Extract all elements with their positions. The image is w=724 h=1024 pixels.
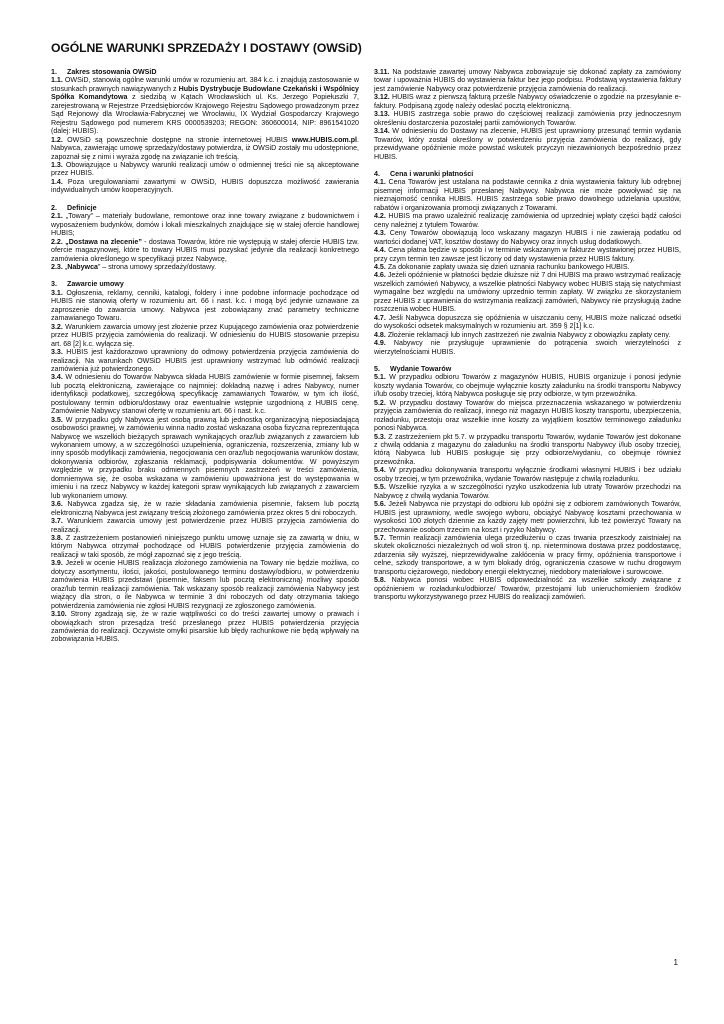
clause-paragraph	[51, 76, 359, 135]
clause-number: 2.2.	[51, 237, 63, 246]
clause-number: 5.1.	[374, 373, 386, 382]
section-number: 3.	[51, 280, 57, 289]
clause-number: 3.8.	[51, 534, 63, 543]
section-heading	[51, 68, 359, 76]
clause-number: 2.1.	[51, 212, 63, 221]
clause-paragraph	[374, 534, 681, 576]
section-heading	[51, 204, 359, 212]
clause-number: 3.13.	[374, 110, 390, 119]
clause-number: 4.8.	[374, 330, 386, 339]
right-column	[374, 68, 681, 602]
clause-text: Z zastrzeżeniem postanowień niniejszego punktu umowę uznaje się za zawartą w dniu, w którym Nabywca otrzymał pochodzące od HUBIS potwierdzenie przyjęcia zamówienia do realizacji w taki sposób, że mógł zapoznać się z jego treścią.	[51, 534, 359, 559]
clause-number: 4.2.	[374, 212, 386, 221]
clause-paragraph	[51, 416, 359, 501]
clause-text: Ceny Towarów obowiązują loco wskazany magazyn HUBIS i nie zawierają podatku od wartości dodanej VAT, kosztów dostawy do Nabywcy oraz innych usług dodatkowych.	[374, 229, 681, 246]
clause-paragraph	[51, 178, 359, 195]
clause-text: W przypadku dostawy Towarów do miejsca przeznaczenia wskazanego w potwierdzeniu przyjęcia zamówienia do realizacji, innego niż magazyn HUBIS koszty transportu, ubezpieczenia, rozładunku, przestoju oraz wszelkie inne koszty za wyjątkiem kosztów terminowego załadunku ponosi Nabywca.	[374, 398, 681, 433]
clause-number: 1.2.	[51, 135, 63, 144]
clause-paragraph	[374, 373, 681, 398]
clause-text: HUBIS ma prawo uzależnić realizację zamówienia od uprzedniej wpłaty części bądź całości ceny należnej z tytułem Towarów.	[374, 212, 681, 229]
clause-number: 4.1.	[374, 178, 386, 187]
section-title: Wydanie Towarów	[390, 364, 452, 373]
clause-paragraph	[51, 534, 359, 559]
clause-text: W przypadku odbioru Towarów z magazynów HUBIS, HUBIS organizuje i ponosi jedynie koszty wydania Towarów, co obejmuje wyłącznie koszty załadunku na środki transportu Nabywcy i/lub osoby trzeciej, którą Nabywca posługuje się przy odbiorze, w tym przewoźnika.	[374, 373, 681, 399]
page-number: 1	[673, 958, 678, 967]
clause-paragraph	[374, 271, 681, 313]
clause-text: Strony zgadzają się, że w razie wątpliwości co do treści zawartej umowy o prawach i obowiązkach stron przesądza treść przesłanego przez HUBIS potwierdzenia przyjęcia zamówienia do realizacji. Oczywiste omyłki pisarskie lub błędy rachunkowe nie będą wpływały na zobowiązania HUBIS.	[51, 610, 359, 644]
clause-number: 3.7.	[51, 517, 63, 526]
clause-number: 5.8.	[374, 576, 386, 585]
clause-text: Za dokonanie zapłaty uważa się dzień uznania rachunku bankowego HUBIS.	[387, 262, 630, 271]
clause-paragraph	[51, 212, 359, 237]
clause-number: 2.3.	[51, 262, 63, 271]
section-heading	[374, 365, 681, 373]
clause-number: 4.5.	[374, 262, 386, 271]
clause-paragraph	[374, 127, 681, 161]
clause-paragraph	[51, 323, 359, 348]
clause-text: Warunkiem zawarcia umowy jest potwierdzenie przez HUBIS przyjęcia zamówienia do realizacji.	[51, 517, 359, 534]
clause-text: W przypadku gdy Nabywca jest osobą prawną lub jednostką organizacyjną nieposiadającą osobowości prawnej, w zamówieniu winna nadto zostać wskazana osoba fizyczna reprezentująca Nabywcę we wszelkich bieżących sprawach wynikających oraz/lub związanych z zawarciem lub wykonaniem umowy, a w szczególności uzupełnienia, ograniczenia, rozszerzenia, zmiany lub w inny sposób modyfikacji zamówienia, negocjowania cen oraz/lub negocjowania warunków dostaw, dokonywania odbiorów, zgłaszania reklamacji, podpisywania dokumentów. W powyższym względzie w przypadku braku odmiennych pisemnych zastrzeżeń w treści zamówienia, domniemywa się, że osoba wskazana w zamówieniu upoważniona jest do występowania w imieniu i na rzecz Nabywcy w każdej kategorii spraw wynikających lub związanych z zawarciem lub wykonaniem umowy.	[51, 415, 359, 500]
clause-paragraph	[374, 331, 681, 339]
clause-paragraph	[374, 212, 681, 229]
section-title: Zakres stosowania OWSiD	[67, 68, 157, 76]
clause-number: 3.10.	[51, 610, 67, 619]
section-heading	[51, 280, 359, 288]
clause-paragraph	[51, 373, 359, 415]
clause-text: OWSiD są powszechnie dostępne na stronie internetowej HUBIS	[67, 135, 292, 144]
clause-text: Wszelkie ryzyka a w szczególności ryzyko uszkodzenia lub utraty Towarów przechodzi na Nabywcę z chwilą wydania Towarów.	[374, 483, 681, 500]
clause-text: „Towary” – materiały budowlane, remontowe oraz inne towary związane z budownictwem i wyposażeniem budynków, domów i lokali mieszkalnych znajdujące się w stałej ofercie handlowej HUBIS;	[51, 212, 359, 238]
clause-number: 4.6.	[374, 271, 386, 280]
clause-text-continued: ” – strona umowy sprzedaży/dostawy.	[97, 262, 217, 271]
clause-paragraph	[374, 483, 681, 500]
clause-text: HUBIS jest każdorazowo uprawniony do odmowy potwierdzenia przyjęcia zamówienia do realizacji. Na warunkach OWSiD HUBIS jest uprawniony wstrzymać lub odmówić realizacji zamówienia już potwierdzonego.	[51, 348, 359, 373]
clause-text: Jeżeli w ocenie HUBIS realizacja złożonego zamówienia na Towary nie będzie możliwa, co dotyczy asortymentu, ilości, jakości, postulowanego terminu dostawy/odbioru, w potwierdzeniu zamówienia HUBIS przedstawi (pisemnie, faksem lub pocztą elektroniczną) możliwy sposób oraz/lub termin realizacji zamówienia. Tak wskazany sposób realizacji zamówienia Nabywcy jest wiążący dla stron, o ile Nabywca w terminie 3 dni roboczych od daty otrzymania takiego potwierdzenia zamówienia nie zgłosi HUBIS rezygnacji ze zgłoszonego zamówienia.	[51, 559, 359, 610]
clause-text: Jeżeli opóźnienie w płatności będzie dłuższe niż 7 dni HUBIS ma prawo wstrzymać realizację wszelkich zamówień Nabywcy, a wszelkie płatności Nabywcy wobec HUBIS stają się natychmiast wymagalne bez względu na umówiony uprzednio termin zapłaty. W związku ze skorzystaniem przez HUBIS z uprawnienia do wstrzymania realizacji zamówień, Nabywcy nie przysługują żadne roszczenia wobec HUBIS.	[374, 271, 681, 314]
clause-number: 5.3.	[374, 432, 386, 441]
clause-paragraph	[374, 466, 681, 483]
section-number: 4.	[374, 169, 380, 178]
clause-number: 5.6.	[374, 500, 386, 509]
clause-paragraph	[51, 500, 359, 517]
clause-paragraph	[374, 263, 681, 271]
clause-paragraph	[51, 238, 359, 263]
section-number: 5.	[374, 364, 380, 373]
clause-number: 5.5.	[374, 483, 386, 492]
clause-text: Nabywca ponosi wobec HUBIS odpowiedzialność za wszelkie szkody związane z opóźnieniem w rozładunku/odbiorze/ Towarów, przestojami lub unieruchomieniem środków transportu wykorzystywanego przez HUBIS do realizacji zamówień.	[374, 576, 681, 602]
clause-text: Nabywca zgadza się, że w razie składania zamówienia pisemnie, faksem lub pocztą elektroniczną Nabywca jest związany treścią złożonego zamówienia przez okres 5 dni roboczych.	[51, 500, 359, 517]
section-gap	[374, 356, 681, 365]
clause-text-continued: - dostawa Towarów, które nie występują w stałej ofercie HUBIS tzw. ofercie magazynowej, które to towary HUBIS musi pozyskać jedynie dla realizacji konkretnego zamówienia określonego w specyfikacji przez Nabywcę,	[51, 237, 359, 263]
clause-text: HUBIS zastrzega sobie prawo do częściowej realizacji zamówienia przy jednoczesnym określeniu dostarczenia pozostałej partii zamówionych Towarów.	[374, 110, 681, 127]
clause-number: 3.5.	[51, 415, 63, 424]
clause-number: 4.4.	[374, 246, 386, 255]
clause-paragraph	[51, 559, 359, 610]
clause-number: 5.2.	[374, 398, 386, 407]
clause-paragraph	[51, 610, 359, 644]
clause-bold-text: www.HUBIS.com.pl	[291, 135, 358, 144]
clause-text: W przypadku dokonywania transportu wyłącznie środkami własnymi HUBIS i bez udziału osoby trzeciej, w tym przewoźnika, wydanie Towarów następuje z chwilą rozładunku.	[374, 466, 681, 483]
clause-text-continued: . Nabywca, zawierając umowę sprzedaży/dostawy potwierdza, iż OWSiD zostały mu udostępnione, zapoznał się z nimi i wyraża zgodę na związanie ich treścią.	[51, 135, 359, 161]
clause-text: Jeśli Nabywca dopuszcza się opóźnienia w uiszczaniu ceny, HUBIS może naliczać odsetki do wysokości odsetek maksymalnych w rozumieniu art. 359 § 2[1] k.c.	[374, 313, 681, 331]
clause-number: 3.3.	[51, 348, 63, 357]
clause-number: 3.14.	[374, 127, 390, 136]
clause-text: W odniesieniu do Dostawy na zlecenie, HUBIS jest uprawniony przesunąć termin wydania Towarów, który został określony w potwierdzeniu przyjęcia zamówienia do realizacji, gdy przewidywane opóźnienie może powstać wskutek przyczyn niezawinionych bezpośrednio przez HUBIS.	[374, 127, 681, 161]
clause-number: 1.1.	[51, 76, 63, 85]
clause-text: Warunkiem zawarcia umowy jest złożenie przez Kupującego zamówienia oraz potwierdzenie przez HUBIS przyjęcia zamówienia do realizacji. W odniesieniu do HUBIS stosowanie przepisu art. 68 [2] k.c. wyłącza się.	[51, 322, 359, 348]
clause-paragraph	[374, 178, 681, 212]
clause-paragraph	[51, 263, 359, 271]
section-title: Cena i warunki płatności	[390, 169, 474, 178]
section-heading	[374, 170, 681, 178]
clause-number: 1.4.	[51, 177, 63, 186]
clause-text: W odniesieniu do Towarów Nabywca składa HUBIS zamówienie w formie pisemnej, faksem lub pocztą elektroniczną, zawierające co najmniej: dokładną nazwę i adres Nabywcy, numer identyfikacji podatkowej, szczegółową specyfikację zamawianych Towarów, w tym ich ilość, postulowany termin odbioru/dostawy oraz ewentualnie wstępnie uzgodnioną z HUBIS cenę. Zamówienie Nabywcy stanowi ofertę w rozumieniu art. 66 i nast. k.c.	[51, 373, 359, 416]
section-title: Definicje	[67, 203, 97, 212]
clause-paragraph	[374, 399, 681, 433]
clause-paragraph	[374, 229, 681, 246]
clause-paragraph	[374, 339, 681, 356]
clause-number: 5.4.	[374, 466, 386, 475]
clause-number: 4.7.	[374, 313, 386, 322]
clause-paragraph	[374, 246, 681, 263]
clause-text: Ogłoszenia, reklamy, cenniki, katalogi, foldery i inne podobne informacje pochodzące od HUBIS nie stanowią oferty w rozumieniu art. 66 i nast. k.c. i mogą być jedynie uznawane za zaproszenie do zawarcia umowy. Nabywca jest zobowiązany znać parametry techniczne zamawianego Towaru.	[51, 288, 359, 323]
clause-number: 3.11.	[374, 68, 390, 76]
clause-text-continued: z siedzibą w Kątach Wrocławskich ul. Ks. Jerzego Popiełuszki 7, zarejestrowaną w Rejestrze Przedsiębiorców Krajowego Rejestru Sądowego prowadzonym przez Sąd Rejonowy dla Wrocławia-Fabrycznej we Wrocławiu, IX Wydział Gospodarczy Krajowego Rejestru Sądowego pod numerem KRS 0000539203; REGON: 360600014, NIP: 8961541020 (dalej: HUBIS).	[51, 93, 359, 136]
clause-number: 3.6.	[51, 500, 63, 509]
clause-paragraph	[51, 161, 359, 178]
clause-bold-text: Hubis Dystrybucje Budowlane Czekański i Wspólnicy Spółka Komandytowa	[51, 84, 359, 102]
clause-number: 5.7.	[374, 534, 386, 543]
section-number: 2.	[51, 203, 57, 212]
section-gap	[51, 271, 359, 280]
section-title: Zawarcie umowy	[67, 280, 124, 289]
clause-paragraph	[374, 110, 681, 127]
clause-paragraph	[374, 433, 681, 467]
left-column	[51, 68, 359, 644]
clause-number: 3.4.	[51, 373, 63, 382]
clause-paragraph	[374, 576, 681, 601]
clause-text: Jeżeli Nabywca nie przystąpi do odbioru lub opóźni się z odbiorem zamówionych Towarów, HUBIS jest uprawniony, wedle swojego wyboru, obciążyć Nabywcę kosztami przechowania w wysokości 100 złotych dziennie za każdy zajęty metr powierzchni, lub też powierzyć Towary na przechowanie osobom trzecim na koszt i ryzyko Nabywcy.	[374, 500, 681, 534]
clause-paragraph	[51, 348, 359, 373]
clause-paragraph	[374, 68, 681, 93]
clause-paragraph	[374, 500, 681, 534]
clause-paragraph	[51, 517, 359, 534]
clause-paragraph	[51, 289, 359, 323]
clause-text: Na podstawie zawartej umowy Nabywca zobowiązuje się dokonać zapłaty za zamówiony towar i upoważnia HUBIS do wystawienia faktur bez jego podpisu. Podstawą wystawienia faktury jest zamówienie Nabywcy oraz potwierdzenie przyjęcia zamówienia do realizacji.	[374, 68, 681, 93]
clause-text: OWSiD, stanowią ogólne warunki umów w rozumieniu art. 384 k.c. i znajdują zastosowanie w stosunkach prawnych nawiązywanych z	[51, 76, 359, 93]
clause-paragraph	[374, 314, 681, 331]
clause-number: 3.12.	[374, 93, 390, 102]
section-gap	[51, 195, 359, 204]
clause-bold-text: „Dostawa na zlecenie”	[65, 237, 142, 246]
clause-text: Termin realizacji zamówienia ulega przedłużeniu o czas trwania przeszkody zaistniałej na skutek okoliczności niezależnych od woli stron tj. np. nieterminowa dostawa przez poddostawcę, zdarzenia siły wyższej, nieprzewidywalne zakłócenia w pracy firmy, opóźnienia transportowe i celne, szkody transportowe, a w tym blokady dróg, ograniczenia czasowe w ruchu drogowym transportu ciężarowego, niedobory energii elektrycznej, niedobory materiałowe i surowcowe.	[374, 534, 681, 576]
clause-paragraph	[374, 93, 681, 110]
clause-number: 1.3.	[51, 160, 63, 169]
clause-text: Z zastrzeżeniem pkt 5.7. w przypadku transportu Towarów, wydanie Towarów jest dokonane z chwilą oddania z magazynu do załadunku na środki transportu Nabywcy i/lub osoby trzeciej, którą Nabywca lub HUBIS posługuje się przy odbiorze/wydaniu, co obejmuje również przewoźnika.	[374, 432, 681, 466]
clause-number: 3.2.	[51, 322, 63, 331]
clause-text: Cena płatna będzie w sposób i w terminie wskazanym w fakturze wystawionej przez HUBIS, przy czym termin ten zawsze jest liczony od daty wystawienia przez HUBIS faktury.	[374, 246, 681, 263]
clause-text: Złożenie reklamacji lub innych zastrzeżeń nie zwalnia Nabywcy z obowiązku zapłaty ceny.	[387, 330, 671, 339]
document-title: OGÓLNE WARUNKI SPRZEDAŻY I DOSTAWY (OWSiD)	[51, 41, 362, 55]
clause-number: 4.9.	[374, 339, 386, 348]
clause-paragraph	[51, 136, 359, 161]
clause-text: Cena Towarów jest ustalana na podstawie cennika z dnia wystawienia faktury lub odrębnej pisemnej informacji HUBIS przesłanej Nabywcy. Nabywca nie może powoływać się na nieznajomość cennika HUBIS. HUBIS zastrzega sobie prawo dowolnego udzielania upustów, rabatów i organizowania promocji związanych z Towarami.	[374, 178, 681, 212]
clause-text: Obowiązujące u Nabywcy warunki realizacji umów o odmiennej treści nie są akceptowane przez HUBIS.	[51, 160, 359, 178]
clause-number: 4.3.	[374, 229, 386, 238]
clause-text: „	[64, 262, 68, 271]
clause-text: Nabywcy nie przysługuje uprawnienie do potrącenia swoich wierzytelności z wierzytelnościami HUBIS.	[374, 339, 681, 356]
clause-text: Poza uregulowaniami zawartymi w OWSiD, HUBIS dopuszcza możliwość zawierania indywidualnych umów kooperacyjnych.	[51, 177, 359, 195]
clause-number: 3.1.	[51, 288, 63, 297]
clause-number: 3.9.	[51, 559, 63, 568]
clause-bold-text: Nabywca	[67, 262, 98, 271]
section-gap	[374, 161, 681, 170]
clause-text: HUBIS wraz z pierwszą fakturą prześle Nabywcy oświadczenie o zgodzie na przesyłanie e-faktury. Podpisaną zgodę należy odesłać pocztą elektroniczną.	[374, 93, 681, 110]
section-number: 1.	[51, 68, 57, 76]
